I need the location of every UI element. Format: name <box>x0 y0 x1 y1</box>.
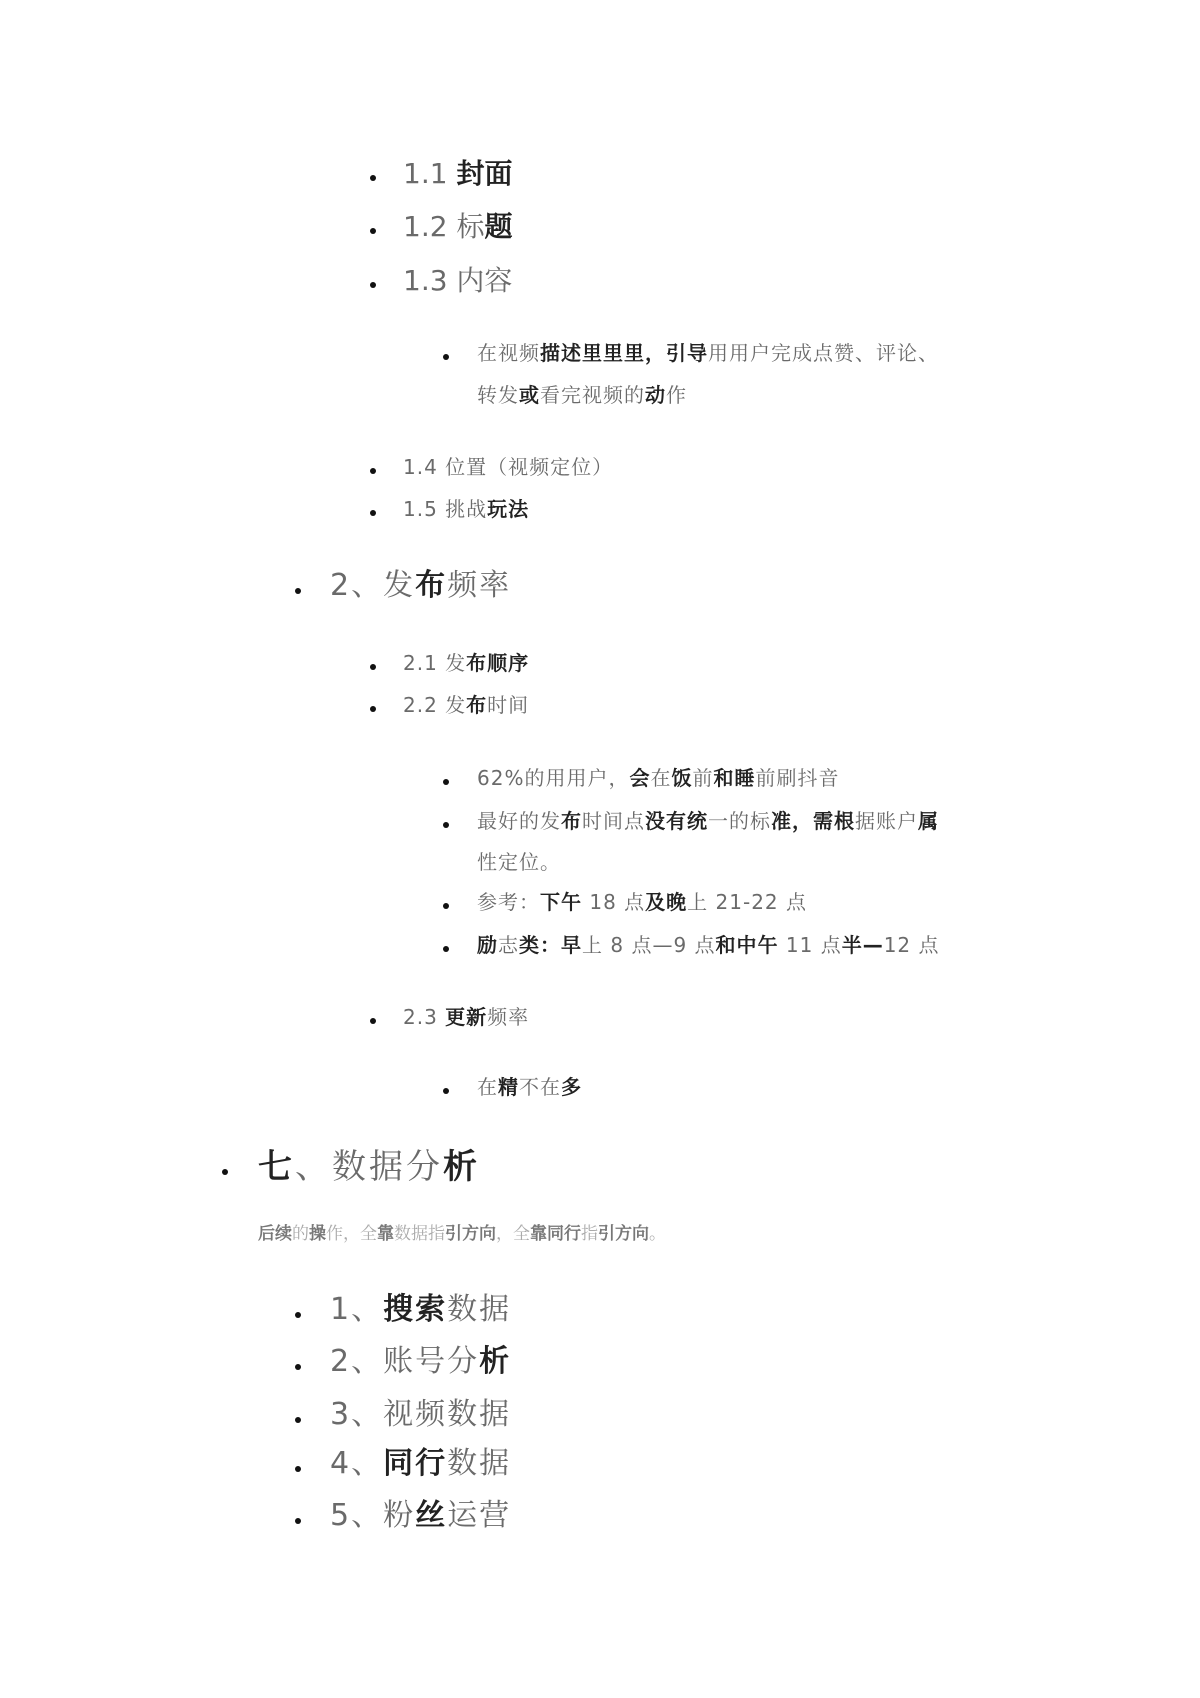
list-item-2-2 <box>403 695 529 715</box>
text-segment: 布 <box>466 693 488 717</box>
text-segment: 更新 <box>445 1005 488 1029</box>
text-segment: 描述里里里，引导 <box>540 341 708 365</box>
text-segment: 2.2 发 <box>403 693 467 717</box>
text-segment: 2.3 <box>403 1005 446 1029</box>
list-item-1-1 <box>403 157 513 190</box>
text-segment: 数据 <box>447 1292 512 1327</box>
text-segment: 没有统 <box>645 809 708 833</box>
list-item-time-2-cont <box>477 852 561 872</box>
list-item-1-2 <box>403 210 513 243</box>
text-segment: 丝 <box>415 1498 448 1533</box>
section-heading-2 <box>330 568 512 603</box>
text-segment: 精 <box>498 1075 519 1099</box>
text-segment: 2、发 <box>330 568 416 603</box>
bullet-icon <box>295 1312 301 1318</box>
text-segment: 指 <box>581 1224 598 1244</box>
list-item-search-data <box>330 1292 512 1327</box>
text-segment: 时间 <box>487 693 530 717</box>
list-item-time-3 <box>477 892 807 912</box>
text-segment: 搜索 <box>383 1292 448 1327</box>
bullet-icon <box>443 822 449 828</box>
bullet-icon <box>443 779 449 785</box>
list-item-2-3 <box>403 1007 529 1027</box>
text-segment: 参考： <box>477 890 540 914</box>
bullet-icon <box>370 1018 376 1024</box>
text-segment: 用用户完成点赞、评论、 <box>708 341 939 365</box>
bullet-icon <box>370 510 376 516</box>
text-segment: 析 <box>479 1344 512 1379</box>
bullet-icon <box>295 1417 301 1423</box>
section-7-note <box>258 1226 666 1243</box>
text-segment: 3、视频数据 <box>330 1397 512 1432</box>
section-heading-7 <box>258 1147 480 1187</box>
text-segment: 多 <box>561 1075 582 1099</box>
text-segment: 靠 <box>377 1224 394 1244</box>
text-segment: 属 <box>918 809 939 833</box>
text-segment: 1.3 内容 <box>403 264 513 297</box>
list-item-time-1 <box>477 768 839 788</box>
text-segment: 前刷抖音 <box>755 766 840 790</box>
text-segment: 数据 <box>447 1446 512 1481</box>
text-segment: 频率 <box>447 568 512 603</box>
bullet-icon <box>370 468 376 474</box>
text-segment: 和中午 <box>715 933 779 957</box>
text-segment: 1.1 <box>403 157 457 190</box>
list-item-peer-data <box>330 1446 512 1481</box>
text-segment: 作，全 <box>326 1224 377 1244</box>
list-item-2-1 <box>403 653 529 673</box>
text-segment: 。 <box>649 1224 666 1244</box>
text-segment: 布 <box>561 809 582 833</box>
bullet-icon <box>443 903 449 909</box>
text-segment: 数据指 <box>394 1224 445 1244</box>
bullet-icon <box>370 282 376 288</box>
text-segment: 12 点 <box>883 933 940 957</box>
bullet-icon <box>295 1364 301 1370</box>
text-segment: 动 <box>645 383 666 407</box>
text-segment: 、数据分 <box>295 1147 443 1187</box>
text-segment: 题 <box>484 210 513 243</box>
text-segment: 11 点 <box>778 933 842 957</box>
text-segment: 据账户 <box>855 809 918 833</box>
text-segment: 半— <box>841 933 884 957</box>
text-segment: 七 <box>258 1147 295 1187</box>
bullet-icon <box>443 354 449 360</box>
list-item-2-3-tip <box>477 1077 582 1097</box>
list-item-time-4 <box>477 935 940 955</box>
bullet-icon <box>370 664 376 670</box>
text-segment: 及晚 <box>645 890 688 914</box>
text-segment: 在 <box>650 766 672 790</box>
list-item-content-tip <box>477 343 939 363</box>
list-item-1-5 <box>403 499 529 519</box>
text-segment: 同行 <box>383 1446 448 1481</box>
text-segment: 布顺序 <box>466 651 530 675</box>
text-segment: 在 <box>477 1075 498 1099</box>
list-item-account-analysis <box>330 1344 512 1379</box>
text-segment: 4、 <box>330 1446 384 1481</box>
text-segment: 转发 <box>477 383 519 407</box>
text-segment: 62%的用用户， <box>477 766 630 790</box>
bullet-icon <box>443 1088 449 1094</box>
text-segment: 引方向 <box>598 1224 649 1244</box>
text-segment: 类：早 <box>519 933 582 957</box>
text-segment: 上 8 点—9 点 <box>582 933 716 957</box>
text-segment: 封面 <box>456 157 513 190</box>
text-segment: 不在 <box>519 1075 561 1099</box>
bullet-icon <box>443 946 449 952</box>
text-segment: ，全 <box>496 1224 530 1244</box>
text-segment: 2.1 发 <box>403 651 467 675</box>
text-segment: 析 <box>443 1147 480 1187</box>
text-segment: 或 <box>519 383 540 407</box>
text-segment: 饭 <box>671 766 693 790</box>
list-item-content-tip-cont <box>477 385 687 405</box>
text-segment: 后续 <box>258 1224 292 1244</box>
text-segment: 志 <box>498 933 519 957</box>
text-segment: 5、粉 <box>330 1498 416 1533</box>
text-segment: 会 <box>629 766 651 790</box>
text-segment: 上 21-22 点 <box>687 890 808 914</box>
text-segment: 1.4 位置（视频定位） <box>403 455 614 479</box>
text-segment: 靠同行 <box>530 1224 581 1244</box>
list-item-fan-ops <box>330 1498 512 1533</box>
text-segment: 前 <box>692 766 714 790</box>
text-segment: 时间点 <box>582 809 645 833</box>
bullet-icon <box>295 1518 301 1524</box>
text-segment: 1、 <box>330 1292 384 1327</box>
text-segment: 布 <box>415 568 448 603</box>
text-segment: 1.5 挑战 <box>403 497 488 521</box>
text-segment: 最好的发 <box>477 809 561 833</box>
bullet-icon <box>295 588 301 594</box>
text-segment: 2、账号分 <box>330 1344 480 1379</box>
text-segment: 18 点 <box>582 890 646 914</box>
text-segment: 标 <box>456 210 485 243</box>
text-segment: 性定位。 <box>477 850 561 874</box>
text-segment: 引方向 <box>445 1224 496 1244</box>
text-segment: 在视频 <box>477 341 540 365</box>
bullet-icon <box>222 1169 228 1175</box>
bullet-icon <box>295 1466 301 1472</box>
text-segment: 玩法 <box>487 497 530 521</box>
list-item-time-2 <box>477 811 939 831</box>
text-segment: 和睡 <box>713 766 756 790</box>
text-segment: 操 <box>309 1224 326 1244</box>
text-segment: 下午 <box>540 890 582 914</box>
list-item-video-data <box>330 1397 512 1432</box>
text-segment: 作 <box>666 383 687 407</box>
text-segment: 看完视频的 <box>540 383 645 407</box>
text-segment: 频率 <box>487 1005 530 1029</box>
list-item-1-4 <box>403 457 613 477</box>
bullet-icon <box>370 175 376 181</box>
text-segment: 1.2 <box>403 210 457 243</box>
bullet-icon <box>370 228 376 234</box>
bullet-icon <box>370 706 376 712</box>
text-segment: 准，需根 <box>771 809 855 833</box>
text-segment: 励 <box>477 933 498 957</box>
text-segment: 运营 <box>447 1498 512 1533</box>
text-segment: 一的标 <box>708 809 771 833</box>
text-segment: 的 <box>292 1224 309 1244</box>
list-item-1-3 <box>403 264 513 297</box>
